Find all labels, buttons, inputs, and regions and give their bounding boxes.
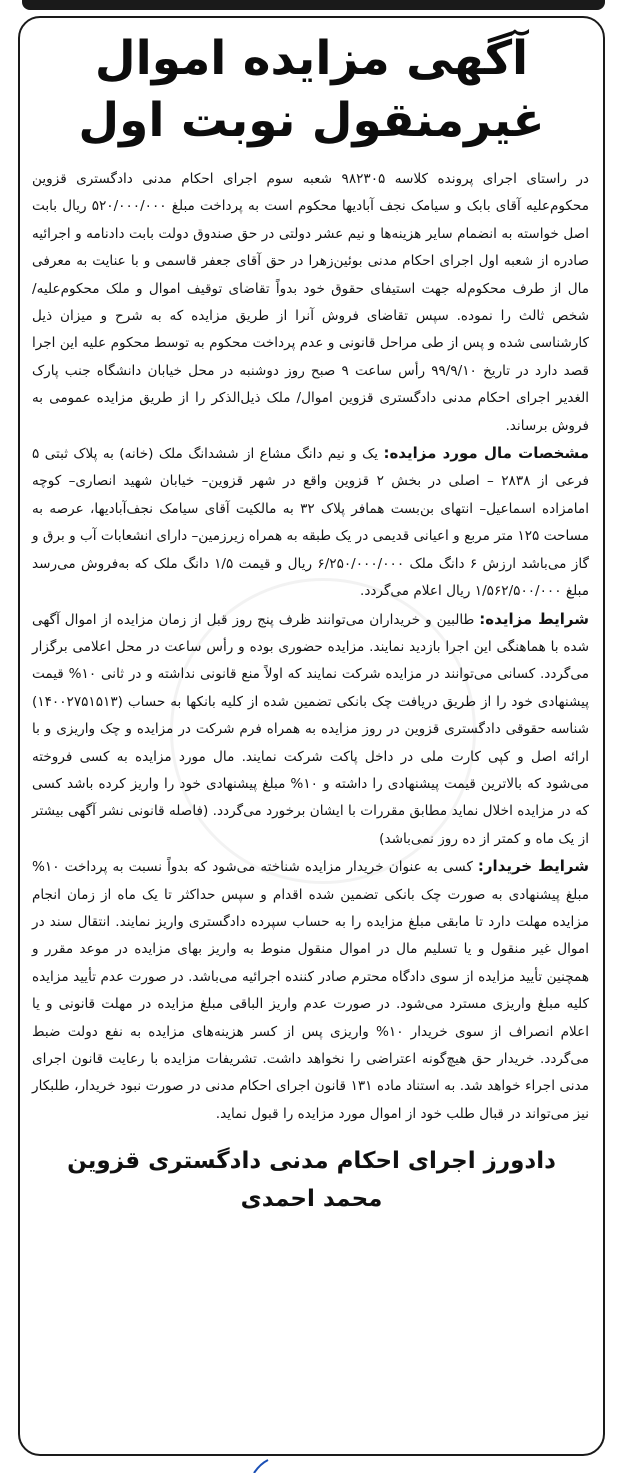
specs-paragraph bbox=[32, 440, 589, 605]
specs-text: یک و نیم دانگ مشاع از ششدانگ ملک (خانه) به پلاک ثبتی ۵ فرعی از ۲۸۳۸ – اصلی در بخش ۲ قزوین واقع در شهر قزوین– خیابان شهید انصاری– کوچه امامزاده اسماعیل– انتهای بن‌بست همافر پلاک ۳۲ به مالکیت آقای سیامک نجف‌آبادیها، عرصه به مساحت ۱۲۵ متر مربع و اعیانی قدیمی در یک طبقه به همراه زیرزمین– دارای انشعابات آب و برق و گاز می‌باشد ارزش ۶ دانگ ملک ۶/۲۵۰/۰۰۰/۰۰۰ ریال و قیمت ۱/۵ دانگ ملک که به‌فروش می‌رسد مبلغ ۱/۵۶۲/۵۰۰/۰۰۰ ریال اعلام می‌گردد. bbox=[32, 446, 590, 600]
title-line-2: غیرمنقول نوبت اول bbox=[78, 93, 545, 148]
conditions-paragraph bbox=[32, 606, 589, 854]
signature-name: محمد احمدی bbox=[240, 1186, 383, 1213]
notice-frame bbox=[18, 16, 605, 1456]
specs-heading: مشخصات مال مورد مزایده: bbox=[383, 444, 589, 463]
signature-block bbox=[20, 1142, 603, 1218]
conditions-text: طالبین و خریداران می‌توانند ظرف پنج روز قبل از زمان مزایده از اموال آگهی شده با هماهنگی این اجرا بازدید نمایند. مزایده حضوری بوده و رأس ساعت در محل اعلامی برگزار می‌گردد. کسانی می‌توانند در مزایده شرکت نمایند که اولاً منع قانونی نداشته و در ثانی ۱۰% قیمت پیشنهادی خود را از طریق دریافت چک بانکی تضمین شده از کلیه بانکها به حساب (۱۴۰۰۲۷۵۱۵۱۳) شناسه حقوقی دادگستری قزوین در روز مزایده به همراه فرم شرکت در مزایده و چک واریزی و با ارائه اصل و کپی کارت ملی در داخل پاکت شرکت نمایند. مال مورد مزایده به کسی فروخته می‌شود که بالاترین قیمت پیشنهادی را داشته و ۱۰% مبلغ پیشنهادی خود را واریز کرده باشد کسی که در مزایده اخلال نماید مطابق مقررات با ایشان برخورد می‌گردد. (فاصله قانونی نشر آگهی بیشتر از یک ماه و کمتر از ده روز نمی‌باشد) bbox=[32, 611, 590, 847]
intro-paragraph: در راستای اجرای پرونده کلاسه ۹۸۲۳۰۵ شعبه سوم اجرای احکام مدنی دادگستری قزوین محکوم‌علیه آقای بابک و سیامک نجف آبادیها محکوم است به پرداخت مبلغ ۵۲۰/۰۰۰/۰۰۰ ریال بابت اصل خواسته به انضمام سایر هزینه‌ها و نیم عشر دولتی در حق صندوق دولت بابت دادنامه و اجرائیه صادره از شعبه اول اجرای احکام مدنی بوئین‌زهرا در حق آقای جعفر قاسمی و با عنایت به معرفی مال از طرف محکوم‌له جهت استیفای حقوق خود بدواً تقاضای توقیف اموال و ملک محکوم‌علیه/ شخص ثالث را نموده. سپس تقاضای فروش آنرا از طریق مزایده که به شرح و میزان ذیل کارشناسی شده و پس از طی مراحل قانونی و عدم پرداخت محکوم به توسط محکوم علیه این اجرا قصد دارد در تاریخ ۹۹/۹/۱۰ رأس ساعت ۹ صبح روز دوشنبه در محل خیابان دانشگاه جنب پارک الغدیر اجرای احکام مدنی دادگستری قزوین اموال/ ملک ذیل‌الذکر را از طریق مزایده عمومی به فروش برساند. bbox=[32, 171, 589, 434]
title-line-1: آگهی مزایده اموال bbox=[94, 31, 529, 86]
buyer-heading: شرایط خریدار: bbox=[477, 857, 589, 876]
page-title bbox=[20, 28, 603, 152]
signature-title: دادورز اجرای احکام مدنی دادگستری قزوین bbox=[67, 1148, 556, 1175]
notice-body bbox=[32, 166, 589, 1128]
buyer-paragraph bbox=[32, 853, 589, 1128]
pen-mark-icon bbox=[250, 1459, 272, 1473]
conditions-heading: شرایط مزایده: bbox=[479, 609, 589, 628]
top-border-strip bbox=[22, 0, 605, 10]
buyer-text: کسی به عنوان خریدار مزایده شناخته می‌شود که بدواً نسبت به پرداخت ۱۰% مبلغ پیشنهادی به صورت چک بانکی تضمین شده اقدام و سپس حداکثر تا یک ماه از زمان انجام مزایده مهلت دارد تا مابقی مبلغ مزایده را به حساب سپرده دادگستری واریز نمایند. انتقال سند در اموال غیر منقول و یا تسلیم مال در اموال منقول منوط به واریز بهای مزایده در موعد مقرر و همچنین تأیید مزایده از سوی دادگاه محترم صادر کننده اجرائیه می‌باشد. در صورت عدم تأیید مزایده کلیه مبلغ واریزی مسترد می‌شود. در صورت عدم واریز الباقی مبلغ مزایده در مهلت قانونی و یا اعلام انصراف از سوی خریدار ۱۰% واریزی پس از کسر هزینه‌های مزایده به نفع دولت ضبط می‌گردد. خریدار حق هیچ‌گونه اعتراضی را نخواهد داشت. تشریفات مزایده با رعایت قانون اجرای مدنی اجراء خواهد شد. به استناد ماده ۱۳۱ قانون اجرای احکام مدنی در صورت نبود خریدار، طلبکار نیز می‌تواند در قبال طلب خود از اموال مورد مزایده را قبول نماید. bbox=[32, 859, 590, 1122]
